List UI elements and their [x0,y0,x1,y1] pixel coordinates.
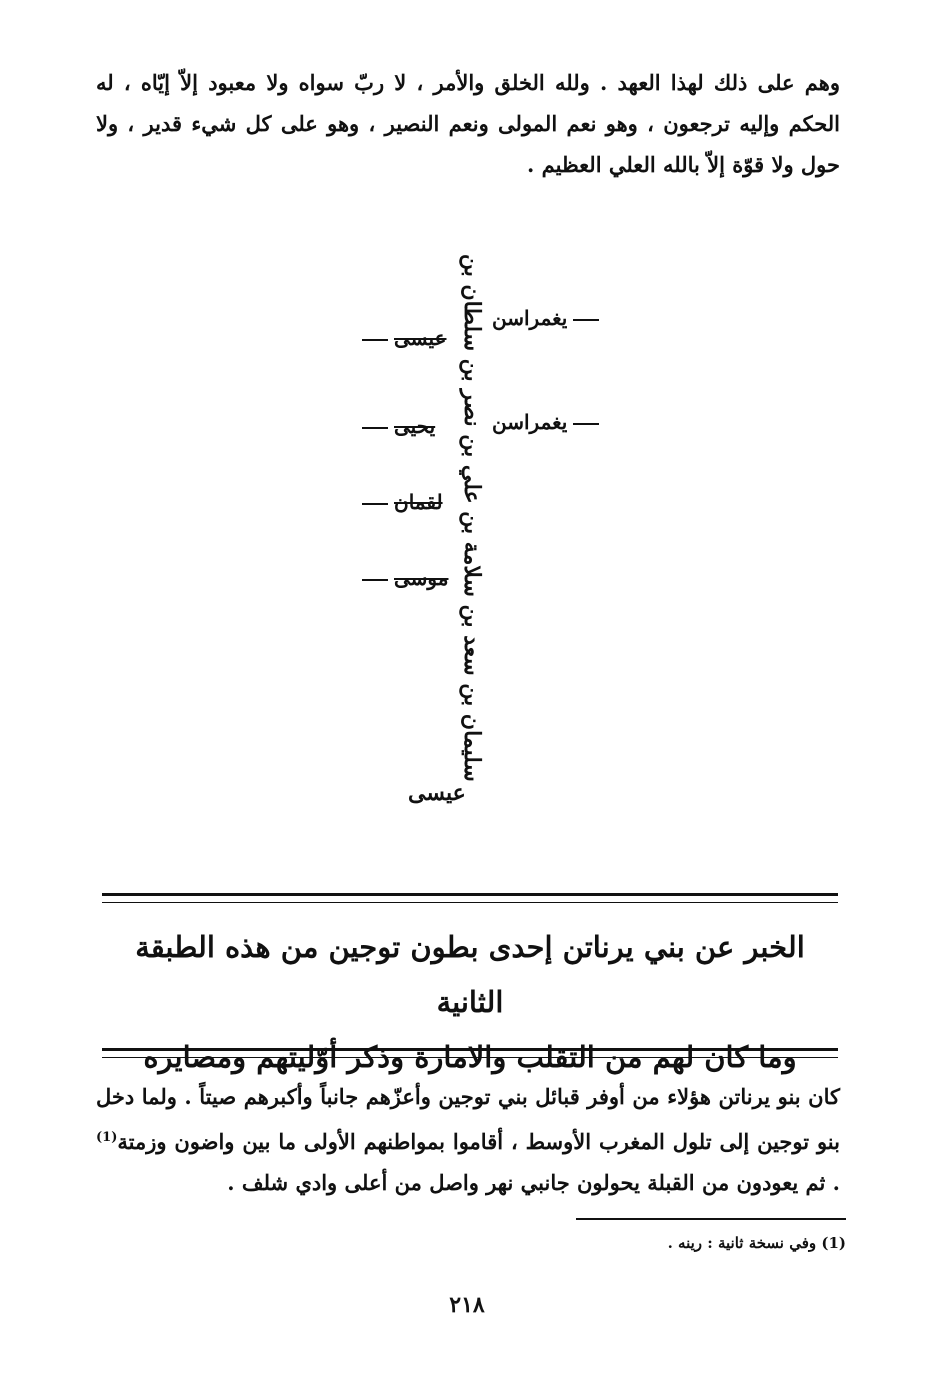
branch-label: لقمان [394,490,443,514]
branch-label: يغمراسن [492,410,568,434]
branch-right-1 [492,306,605,330]
heading-line-2: وما كان لهم من التقلب والامارة وذكر أوّليتهم ومصايره [143,1040,797,1074]
genealogy-tree [300,250,640,820]
branch-left-2 [356,414,435,438]
branch-label: عيسى [394,326,447,350]
footnote-marker: (1) [96,1130,118,1145]
genealogy-chain: سليمان بن سعد بن سلامة بن علي بن نصر بن سلطان بن [459,254,485,782]
top-paragraph: وهم على ذلك لهذا العهد . ولله الخلق والأمر ، لا ربّ سواه ولا معبود إلاّ إيّاه ، له الحكم وإليه ترجعون ، وهو نعم المولى ونعم النصير ، وهو على كل شيء قدير ، ولا حول ولا قوّة إلاّ بالله العلي العظيم . [96,70,840,177]
body-text: كان بنو يرناتن هؤلاء من أوفر قبائل بني توجين وأعزّهم جانباً وأكبرهم صيتاً . ولما دخل بنو توجين إلى تلول المغرب الأوسط ، أقاموا بمواطنهم الأولى ما بين واضون وزمتة [96,1084,840,1154]
footnote: (1) وفي نسخة ثانية : رينه . [667,1234,846,1252]
branch-right-2 [492,410,605,434]
branch-left-3 [356,490,443,514]
page-number: ٢١٨ [449,1292,485,1318]
heading-rule-bottom [102,1048,838,1058]
branch-left-4 [356,566,448,590]
heading-line-1: الخبر عن بني يرناتن إحدى بطون توجين من هذه الطبقة الثانية [135,930,805,1019]
heading-rule-top [102,893,838,903]
branch-left-1 [356,326,446,350]
genealogy-root: عيسى [408,780,466,806]
footnote-divider [576,1218,846,1220]
branch-label: يحيى [394,414,436,438]
branch-label: يغمراسن [492,306,568,330]
branch-label: موسى [394,566,449,590]
body-text-end: . ثم يعودون من القبلة يحولون جانبي نهر واصل من أعلى وادي شلف . [227,1170,840,1195]
section-heading [100,920,840,1085]
body-paragraph [96,1076,840,1203]
